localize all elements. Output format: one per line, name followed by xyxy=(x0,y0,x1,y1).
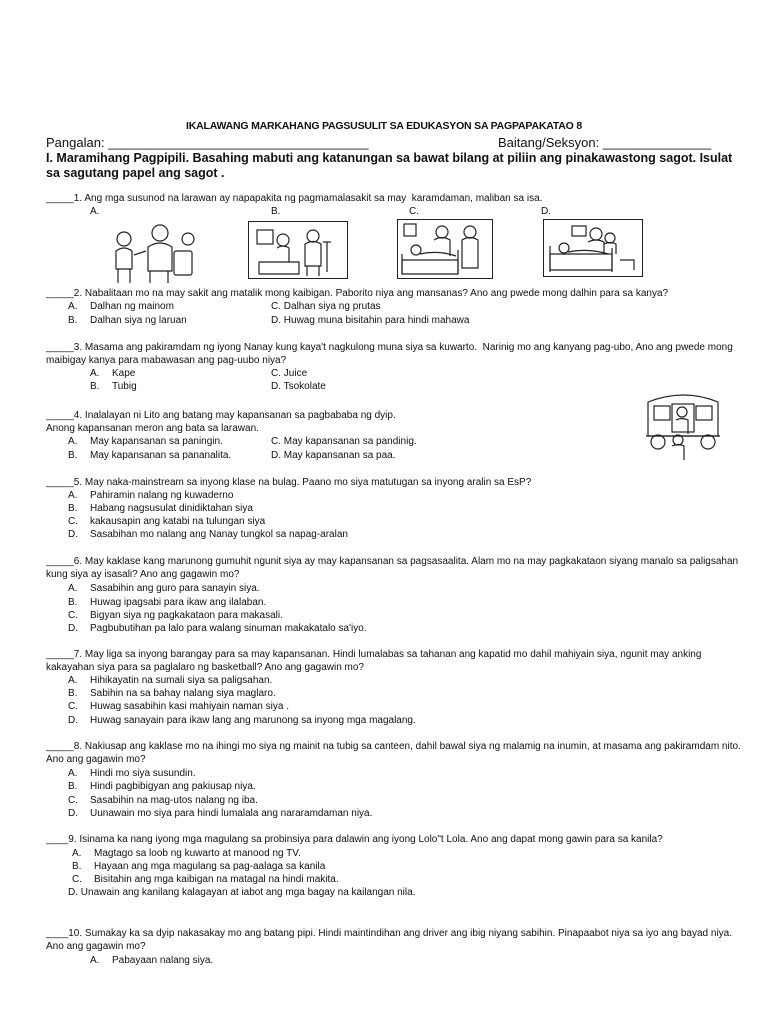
option-b: B. Sabihin na sa bahay nalang siya maglaro. xyxy=(68,688,276,699)
option-c: C. kakausapin ang katabi na tulungan siya xyxy=(68,516,266,527)
exam-title: IKALAWANG MARKAHANG PAGSUSULIT SA EDUKASYON SA PAGPAPAKATAO 8 xyxy=(186,120,582,132)
illustration-c xyxy=(397,219,493,279)
option-a: A. Magtago sa loob ng kuwarto at manood ng TV. xyxy=(72,848,301,859)
option-a: A. Sasabihin ang guro para sanayin siya. xyxy=(68,583,260,594)
picture-label-a: A. xyxy=(90,206,100,217)
option-a: A. Hindi mo siya susundin. xyxy=(68,768,196,779)
illustration-b xyxy=(248,221,348,279)
question-stem: _____4. Inalalayan ni Lito ang batang may kapansanan sa pagbababa ng dyip. Anong kapansanan meron ang bata sa larawan. xyxy=(46,410,396,434)
option-b: B. Huwag ipagsabi para ikaw ang ilalaban. xyxy=(68,597,267,608)
option-b: B. Dalhan siya ng laruan xyxy=(68,315,187,326)
question-3 xyxy=(46,342,746,367)
option-b: B. Hindi pagbibigyan ang pakiusap niya. xyxy=(68,781,256,792)
option-c: C. Dalhan siya ng prutas xyxy=(271,301,381,312)
question-8 xyxy=(46,741,746,766)
question-stem: _____6. May kaklase kang marunong gumuhit ngunit siya ay may kapansanan sa pagsasaalita. Alam mo na may pagkakataon siyang manalo sa paligsahan kung siya ay isasali? Ano ang gagawin mo? xyxy=(46,556,741,580)
question-6 xyxy=(46,556,746,581)
question-stem: _____3. Masama ang pakiramdam ng iyong Nanay kung kaya't nagkulong muna siya sa kuwarto. Narinig mo ang kanyang pag-ubo, Ano ang pwede mong maibigay kanya para mabawasan ang pag-uubo niya? xyxy=(46,342,736,366)
illustration-jeepney xyxy=(642,390,724,462)
option-b: B. Hayaan ang mga magulang sa pag-aalaga sa kanila xyxy=(72,861,326,872)
option-c: C. Sasabihin na mag-utos nalang ng iba. xyxy=(68,795,258,806)
option-b: B. Tubig xyxy=(90,381,137,392)
option-a: A. Kape xyxy=(90,368,136,379)
question-9 xyxy=(46,834,746,847)
option-d: D. Sasabihan mo nalang ang Nanay tungkol sa napag-aralan xyxy=(68,529,348,540)
question-4 xyxy=(46,410,746,435)
option-a: A. Dalhan ng mainom xyxy=(68,301,174,312)
question-stem: _____7. May liga sa inyong barangay para sa may kapansanan. Hindi lumalabas sa tahanan ang kapatid mo dahil mahiyain siya, ngunit may anking kakayahan siya para sa paglalaro ng basketball? Ano ang gagawin mo? xyxy=(46,649,705,673)
question-stem: _____8. Nakiusap ang kaklase mo na ihingi mo siya ng mainit na tubig sa canteen, dahil bawal siya ng malamig na inumin, at masama ang pakiramdam nito. Ano ang gagawin mo? xyxy=(46,741,746,765)
option-a: A. Pahiramin nalang ng kuwaderno xyxy=(68,490,234,501)
question-stem: _____2. Nabalitaan mo na may sakit ang matalik mong kaibigan. Paborito niya ang mansanas? Ano ang pwede mong dalhin para sa kanya? xyxy=(46,288,669,299)
question-7 xyxy=(46,649,746,674)
section-field-label: Baitang/Seksyon: _______________ xyxy=(498,135,712,150)
option-c: C. Juice xyxy=(271,368,308,379)
question-stem: ____10. Sumakay ka sa dyip nakasakay mo ang batang pipi. Hindi maintindihan ang driver ang ibig niyang sabihin. Pinapaabot niya sa iyo ang bayad niya. Ano ang gagawin mo? xyxy=(46,928,735,952)
illustration-d xyxy=(543,219,643,277)
name-field-label: Pangalan: ____________________________________ xyxy=(46,135,369,150)
option-c: C. Huwag sasabihin kasi mahiyain naman siya . xyxy=(68,701,289,712)
option-c: C. May kapansanan sa pandinig. xyxy=(271,436,417,447)
option-a: A. Hihikayatin na sumali siya sa paligsahan. xyxy=(68,675,273,686)
option-d: D. Huwag sanayain para ikaw lang ang marunong sa inyong mga magalang. xyxy=(68,715,416,726)
question-2 xyxy=(46,288,746,301)
picture-label-b: B. xyxy=(271,206,281,217)
option-a: A. Pabayaan nalang siya. xyxy=(90,955,214,966)
instructions: I. Maramihang Pagpipili. Basahing mabuti ang katanungan sa bawat bilang at piliin ang pinakawastong sagot. Isulat sa sagutang papel ang sagot . xyxy=(46,151,733,180)
option-d: D. Tsokolate xyxy=(271,381,326,392)
illustration-a xyxy=(104,221,200,285)
option-d: D. Huwag muna bisitahin para hindi mahawa xyxy=(271,315,470,326)
question-1 xyxy=(46,193,746,206)
option-c: C. Bisitahin ang mga kaibigan na matagal na hindi makita. xyxy=(72,874,339,885)
option-b: B. May kapansanan sa pananalita. xyxy=(68,450,232,461)
picture-label-d: D. xyxy=(541,206,551,217)
option-a: A. May kapansanan sa paningin. xyxy=(68,436,223,447)
question-stem: ____9. Isinama ka nang iyong mga magulang sa probinsiya para dalawin ang iyong Lolo"t Lola. Ano ang dapat mong gawin para sa kanila? xyxy=(46,834,663,845)
question-stem: _____5. May naka-mainstream sa inyong klase na bulag. Paano mo siya matutugan sa inyong aralin sa EsP? xyxy=(46,477,532,488)
option-b: B. Habang nagsusulat dinidiktahan siya xyxy=(68,503,253,514)
option-d: D. May kapansanan sa paa. xyxy=(271,450,396,461)
question-10 xyxy=(46,928,746,953)
question-5 xyxy=(46,477,746,490)
option-d: D. Pagbubutihan pa lalo para walang sinuman makakatalo sa'iyo. xyxy=(68,623,367,634)
option-d: D. Unawain ang kanilang kalagayan at iabot ang mga bagay na kailangan nila. xyxy=(68,887,416,898)
option-c: C. Bigyan siya ng pagkakataon para makasali. xyxy=(68,610,283,621)
option-d: D. Uunawain mo siya para hindi lumalala ang nararamdaman niya. xyxy=(68,808,373,819)
question-stem: _____1. Ang mga susunod na larawan ay napapakita ng pagmamalasakit sa may karamdaman, maliban sa isa. xyxy=(46,193,543,204)
picture-label-c: C. xyxy=(409,206,419,217)
